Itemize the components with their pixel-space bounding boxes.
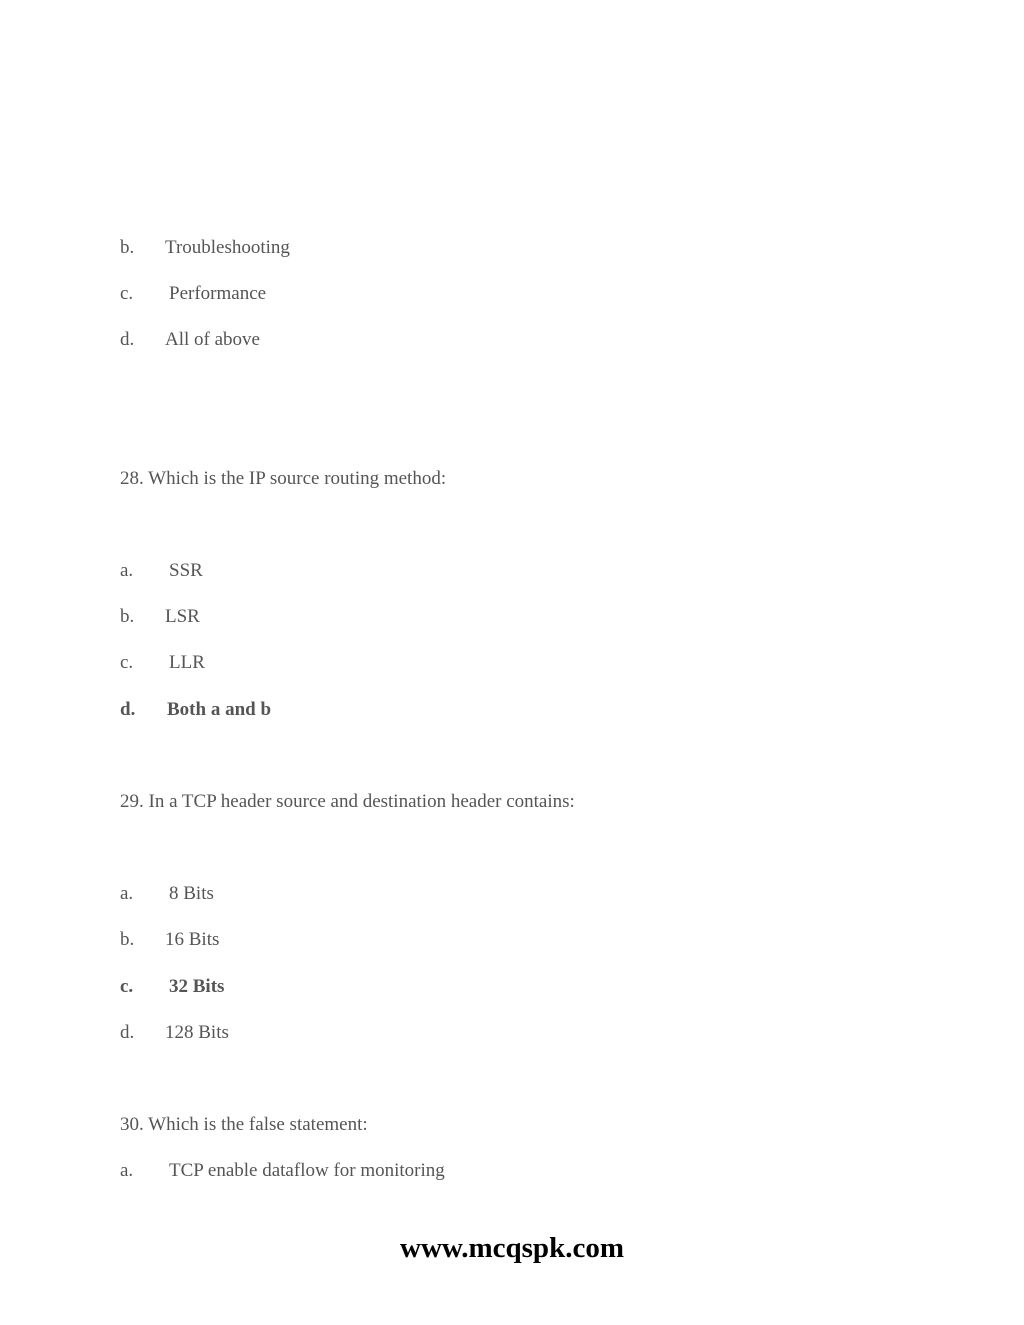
option-letter: c.	[120, 976, 134, 997]
option-text: LLR	[169, 652, 205, 673]
option-text: LSR	[165, 606, 200, 627]
option-text: 128 Bits	[165, 1022, 229, 1043]
option-letter: d.	[120, 329, 135, 350]
question-30: 30. Which is the false statement:	[120, 1114, 368, 1135]
option-letter: d.	[120, 1022, 135, 1043]
option-letter: b.	[120, 929, 135, 950]
option-text: Performance	[169, 283, 267, 304]
option-letter: a.	[120, 1160, 134, 1181]
option-letter: c.	[120, 652, 134, 673]
option-text: Both a and b	[167, 699, 272, 720]
option-letter: c.	[120, 283, 134, 304]
option-letter: a.	[120, 560, 134, 581]
option-text: 8 Bits	[169, 883, 214, 904]
option-text: 16 Bits	[165, 929, 220, 950]
option-letter: b.	[120, 237, 135, 258]
question-29: 29. In a TCP header source and destination header contains:	[120, 791, 575, 812]
option-text: TCP enable dataflow for monitoring	[169, 1160, 445, 1181]
option-letter: a.	[120, 883, 134, 904]
option-letter: d.	[120, 699, 136, 720]
option-text: 32 Bits	[169, 976, 225, 997]
option-text: All of above	[165, 329, 260, 350]
question-28: 28. Which is the IP source routing method:	[120, 468, 447, 489]
footer-website: www.mcqspk.com	[400, 1232, 624, 1264]
option-text: SSR	[169, 560, 203, 581]
option-text: Troubleshooting	[165, 237, 290, 258]
option-letter: b.	[120, 606, 135, 627]
